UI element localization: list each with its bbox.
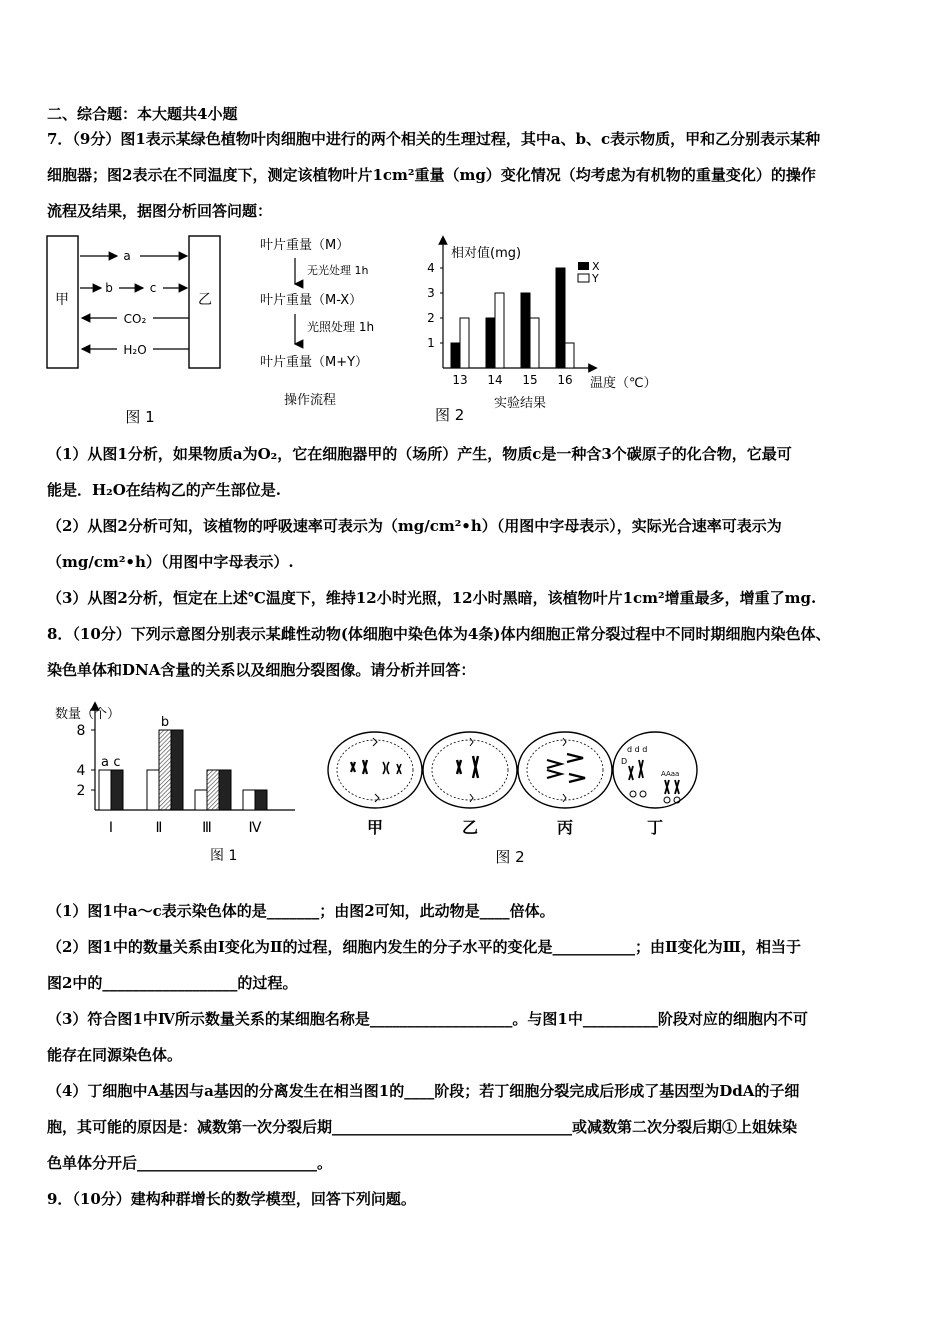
chart2-bar-c-2 — [219, 770, 231, 810]
chart2-series-label-c-0: c — [113, 755, 121, 770]
chart1-bar-Y-13 — [460, 318, 469, 368]
chart1-bar-X-16 — [556, 268, 565, 368]
chart2-bar-c-0 — [111, 770, 123, 810]
chart2-xtick-3: Ⅳ — [248, 820, 262, 836]
q8-cell-division-figure — [325, 730, 705, 870]
flow-proc1: 无光处理 1h — [307, 264, 369, 277]
chart2-ytick-label-2: 2 — [76, 783, 86, 799]
flow-proc2: 光照处理 1h — [307, 320, 375, 334]
q7-stem-line2: 细胞器；图2表示在不同温度下，测定该植物叶片1cm²重量（mg）变化情况（均考虑为有机物的重量变化）的操作 — [47, 166, 816, 184]
chart1-xtick-16: 16 — [557, 373, 573, 387]
q7-sub2-line2: （mg/cm²•h）（用图中字母表示）. — [47, 553, 294, 571]
chart2-bar-b-1 — [159, 730, 171, 810]
legend-x-label: X — [592, 260, 600, 273]
chart1-bar-Y-16 — [565, 343, 574, 368]
q8-sub1: （1）图1中a～c表示染色体的是_______；由图2可知，此动物是____倍体。 — [47, 902, 555, 920]
chart2-xtick-1: Ⅱ — [155, 820, 163, 836]
chart2-ylabel: 数量（个） — [55, 707, 121, 722]
chart1-bar-X-15 — [521, 293, 530, 368]
flow-step2: 叶片重量（M-X） — [260, 293, 363, 308]
h2o-label: H₂O — [123, 343, 147, 357]
q7-sub1-line2: 能是．H₂O在结构乙的产生部位是. — [47, 481, 282, 499]
chart1-ytick-label-2: 2 — [427, 311, 435, 325]
cell-yi — [423, 732, 517, 808]
flow-step3: 叶片重量（M+Y） — [260, 355, 369, 370]
legend-x-swatch — [578, 262, 589, 270]
cell-ding-label: 丁 — [646, 818, 664, 837]
q7-organelle-diagram — [45, 232, 235, 432]
chart1-xtick-14: 14 — [487, 373, 503, 387]
chart2-series-label-b-1: b — [160, 715, 170, 730]
chart1-xtick-15: 15 — [522, 373, 538, 387]
chart2-ytick-label-8: 8 — [76, 723, 86, 739]
chart2-bar-c-1 — [171, 730, 183, 810]
chart2-xtick-2: Ⅲ — [202, 820, 212, 836]
organelle-yi-label: 乙 — [198, 292, 212, 308]
cell-ding-label-d: d d d — [627, 745, 648, 754]
substance-b-label: b — [105, 281, 113, 295]
q8-stem-line2: 染色单体和DNA含量的关系以及细胞分裂图像。请分析并回答： — [47, 661, 476, 679]
q7-sub2-line1: （2）从图2分析可知，该植物的呼吸速率可表示为（mg/cm²•h）（用图中字母表示），实际光合速率可表示为 — [47, 517, 782, 535]
chart1-ytick-label-1: 1 — [427, 336, 435, 350]
chart1-bar-X-14 — [486, 318, 495, 368]
chart2-bar-c-3 — [255, 790, 267, 810]
legend-y-label: Y — [592, 272, 599, 285]
cell-bing-label: 丙 — [556, 818, 574, 837]
cell-ding-label-A: AAaa — [661, 770, 680, 778]
organelle-jia-label: 甲 — [55, 292, 69, 308]
cell-ding — [613, 732, 697, 808]
q8-fig2-caption: 图 2 — [495, 848, 525, 866]
cell-jia — [328, 732, 422, 808]
cell-jia-label: 甲 — [366, 818, 384, 837]
cell-bing — [518, 732, 612, 808]
q8-sub2-line2: 图2中的__________________的过程。 — [47, 974, 298, 992]
q7-fig1-caption: 图 1 — [125, 408, 155, 426]
chart1-bar-Y-15 — [530, 318, 539, 368]
q8-stem-line1: 8．（10分）下列示意图分别表示某雌性动物(体细胞中染色体为4条)体内细胞正常分裂过程中不同时期细胞内染色体、 — [47, 625, 831, 643]
q8-fig1-caption: 图 1 — [210, 848, 238, 864]
chart1-ytick-label-4: 4 — [427, 261, 435, 275]
chart2-ytick-label-4: 4 — [76, 763, 86, 779]
q8-sub4-line1: （4）丁细胞中A基因与a基因的分离发生在相当图1的____阶段；若丁细胞分裂完成后形成了基因型为DdA的子细 — [47, 1082, 800, 1100]
cell-yi-label: 乙 — [461, 818, 479, 837]
chart2-bar-a-0 — [99, 770, 111, 810]
chart1-title: 相对值(mg) — [451, 246, 522, 261]
substance-a-label: a — [123, 249, 131, 263]
flow-caption: 操作流程 — [283, 393, 337, 408]
co2-label: CO₂ — [123, 312, 147, 326]
q7-fig2-subcaption: 实验结果 — [493, 396, 547, 411]
chart2-bar-b-2 — [207, 770, 219, 810]
chart1-bar-Y-14 — [495, 293, 504, 368]
section-title: 二、综合题：本大题共4小题 — [47, 105, 238, 123]
chart2-xtick-0: Ⅰ — [108, 820, 114, 836]
q7-sub1-line1: （1）从图1分析，如果物质a为O₂，它在细胞器甲的（场所）产生，物质c是一种含3个碳原子的化合物，它最可 — [47, 445, 792, 463]
chart1-ytick-label-3: 3 — [427, 286, 435, 300]
q8-count-chart — [45, 700, 305, 870]
q8-sub4-line3: 色单体分开后________________________。 — [47, 1154, 333, 1172]
q8-sub3-line1: （3）符合图1中Ⅳ所示数量关系的某细胞名称是___________________。与图1中__________阶段对应的细胞内不可 — [47, 1010, 808, 1028]
chart1-xtick-13: 13 — [452, 373, 468, 387]
substance-c-label: c — [149, 281, 157, 295]
chart1-bar-X-13 — [451, 343, 460, 368]
q7-operation-flow — [255, 232, 415, 412]
legend-y-swatch — [578, 274, 589, 282]
q7-fig2-caption: 图 2 — [435, 406, 465, 424]
chart2-series-label-a-0: a — [101, 755, 109, 770]
flow-step1: 叶片重量（M） — [260, 238, 350, 253]
chart1-xlabel: 温度（℃） — [590, 376, 657, 391]
q7-result-chart — [415, 232, 665, 432]
q7-stem-line3: 流程及结果，据图分析回答问题： — [47, 202, 273, 220]
q8-sub4-line2: 胞，其可能的原因是：减数第一次分裂后期________________________________或减数第二次分裂后期①上姐妹染 — [47, 1118, 798, 1136]
chart2-bar-a-2 — [195, 790, 207, 810]
chart2-bar-a-3 — [243, 790, 255, 810]
chart2-bar-a-1 — [147, 770, 159, 810]
q9-stem: 9．（10分）建构种群增长的数学模型，回答下列问题。 — [47, 1190, 416, 1208]
cell-ding-label-D: D — [621, 757, 628, 766]
q7-stem-line1: 7．（9分）图1表示某绿色植物叶肉细胞中进行的两个相关的生理过程，其中a、b、c表示物质，甲和乙分别表示某种 — [47, 130, 821, 148]
q8-sub3-line2: 能存在同源染色体。 — [47, 1046, 183, 1064]
q8-sub2-line1: （2）图1中的数量关系由Ⅰ变化为Ⅱ的过程，细胞内发生的分子水平的变化是___________；由Ⅱ变化为Ⅲ，相当于 — [47, 938, 801, 956]
q7-sub3: （3）从图2分析，恒定在上述℃温度下，维持12小时光照，12小时黑暗，该植物叶片1cm²增重最多，增重了mg. — [47, 589, 817, 607]
